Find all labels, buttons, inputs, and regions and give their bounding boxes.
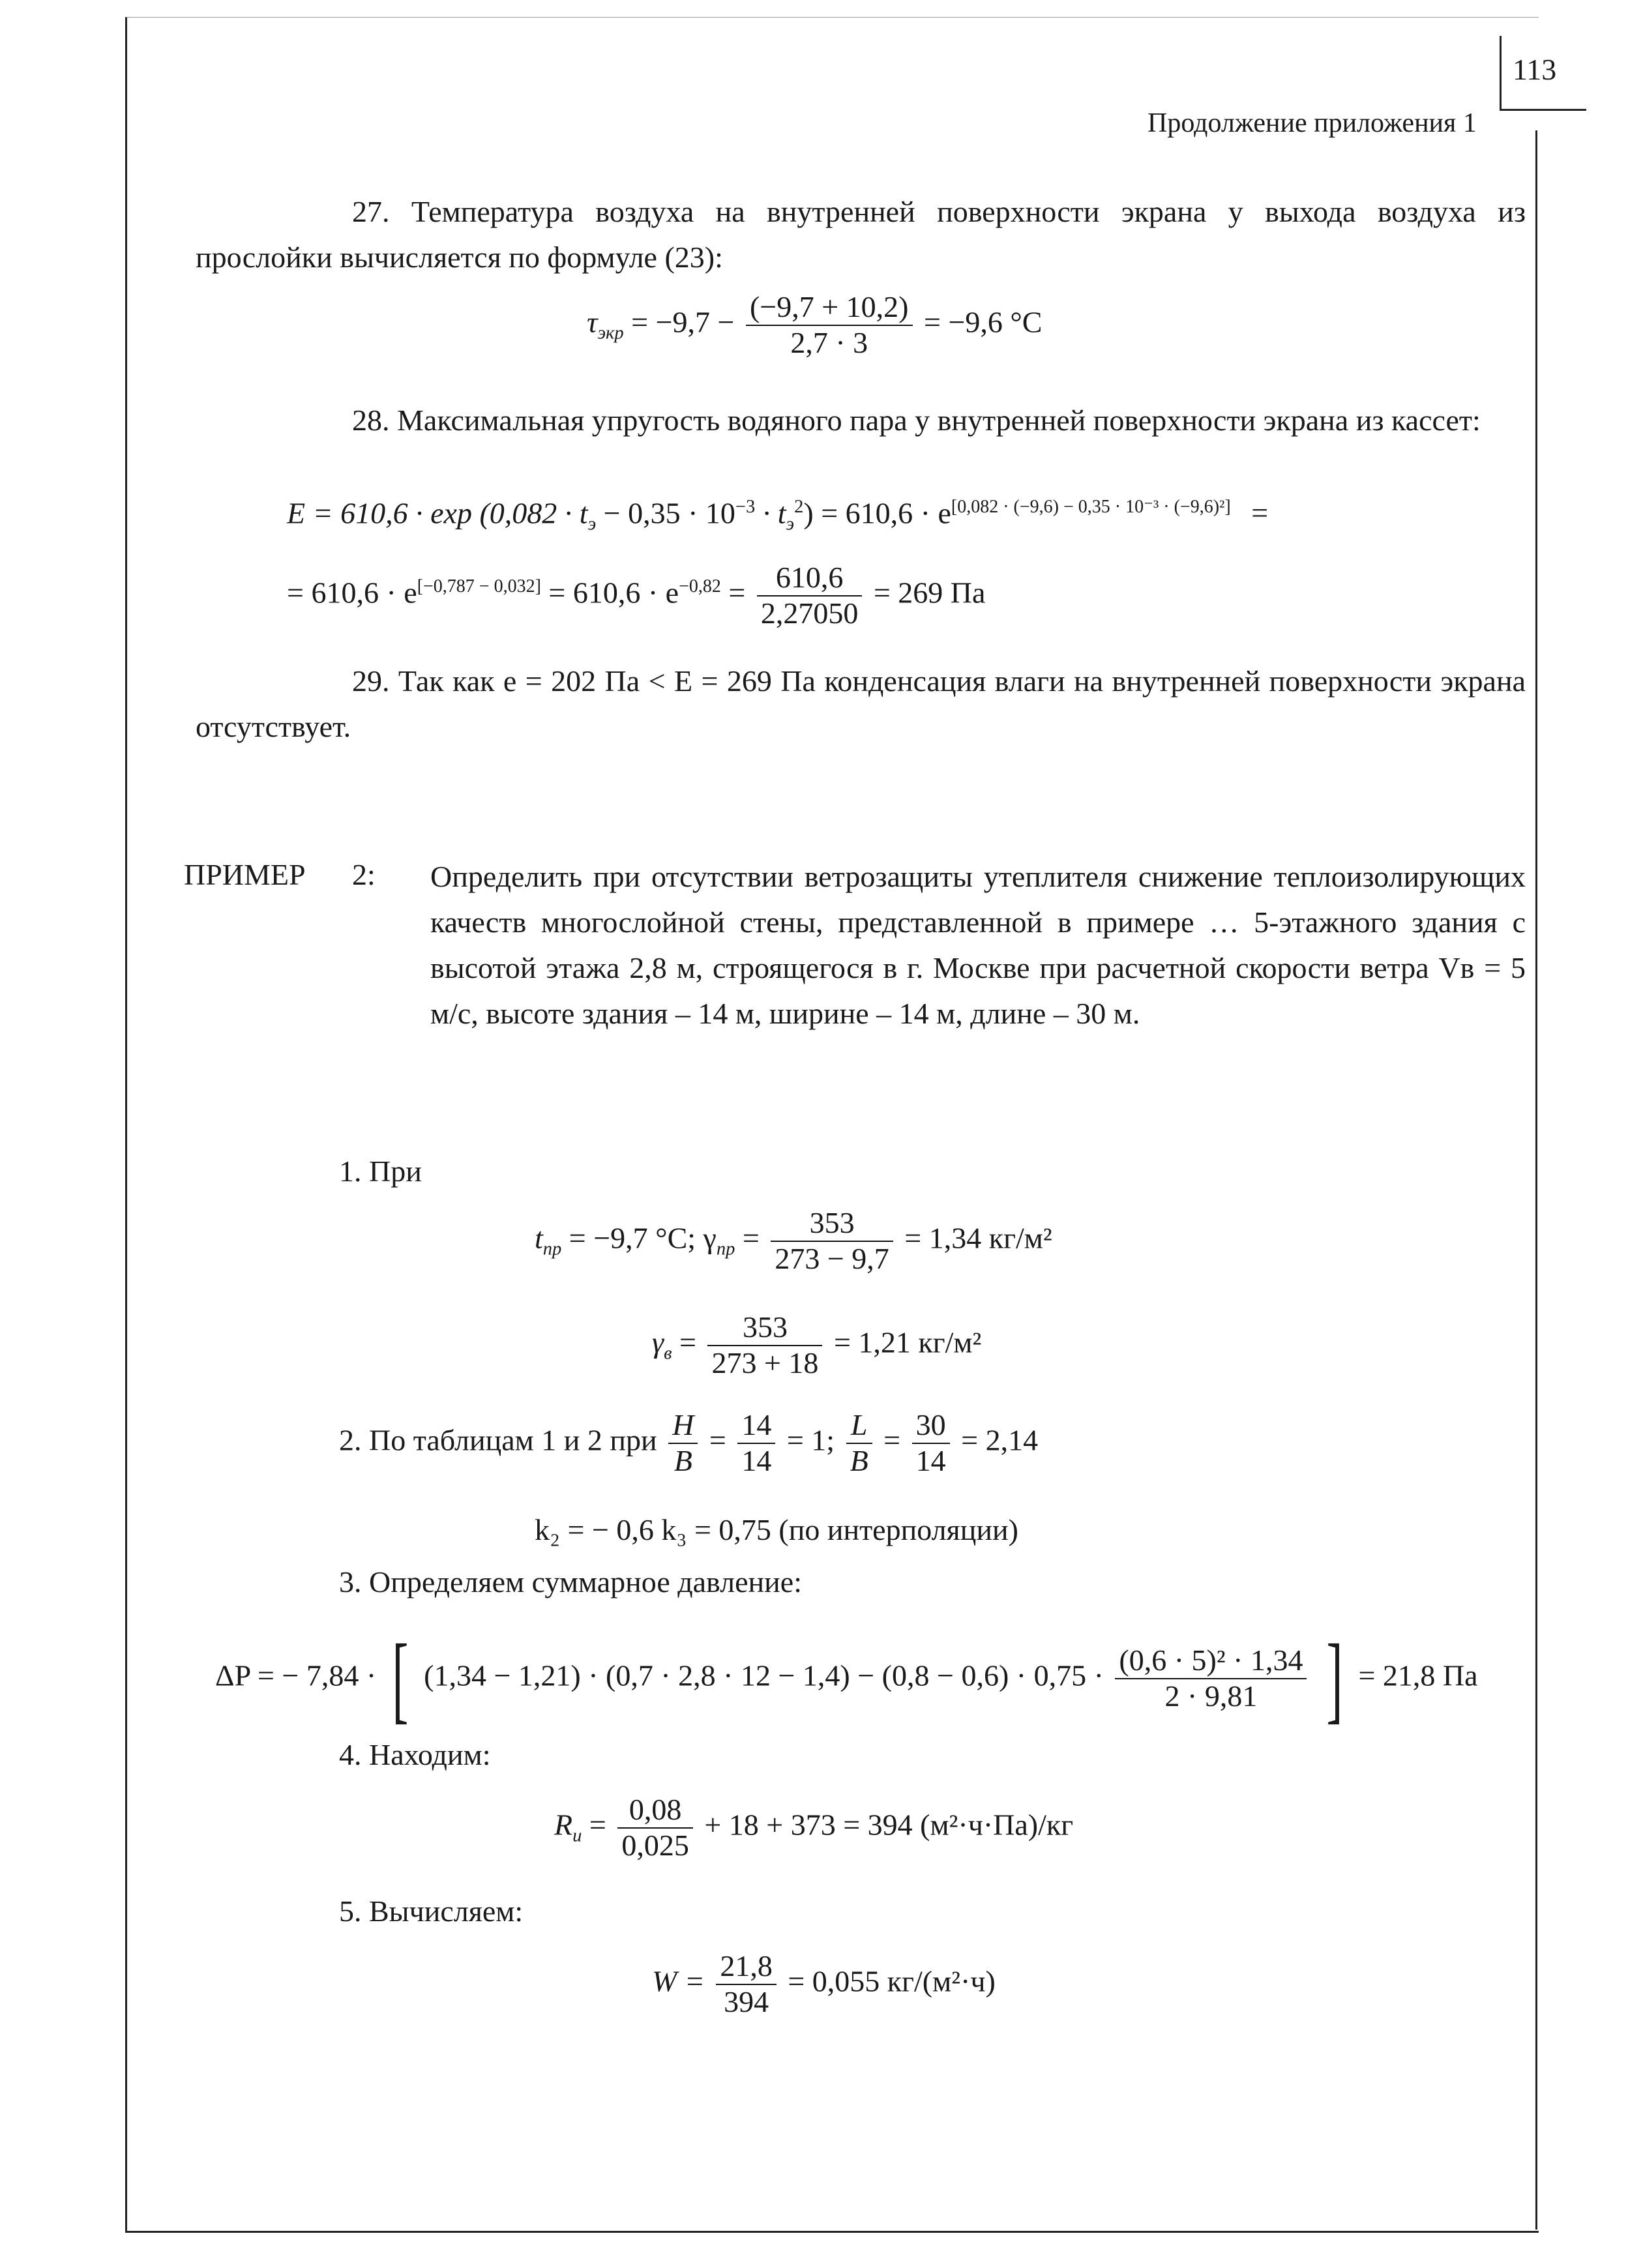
- s2-mid: = 1;: [786, 1423, 835, 1457]
- eq28-l1d: ) = 610,6 · e: [803, 496, 951, 530]
- s3-num: (0,6 · 5)² · 1,34: [1115, 1643, 1307, 1679]
- s2-frac4: [912, 1408, 950, 1479]
- eq28-exp: [0,082 · (−9,6) − 0,35 · 10⁻³ · (−9,6)²]: [951, 497, 1231, 517]
- s4-eq: =: [582, 1808, 606, 1842]
- s3-den: 2 · 9,81: [1164, 1679, 1258, 1713]
- s2-frac2: [737, 1408, 775, 1479]
- s1-eq2-num: 353: [707, 1310, 822, 1346]
- eq28-num: 610,6: [757, 561, 863, 596]
- eq28-l1b: − 0,35 · 10: [596, 496, 735, 530]
- s2-rhs: = 2,14: [961, 1423, 1039, 1457]
- s1-eq1-fraction: [771, 1206, 893, 1276]
- s2-f3-num: L: [846, 1408, 872, 1444]
- s5-lhs: W =: [652, 1964, 705, 1998]
- step-1-eq2: [652, 1310, 981, 1381]
- eq27-fraction: [746, 290, 913, 361]
- eq28-l2-exp: [−0,787 − 0,032]: [417, 576, 541, 597]
- eq28-l2a: = 610,6 · e: [287, 576, 417, 610]
- eq27-den: 2,7 · 3: [790, 325, 868, 359]
- step-5-eq: [652, 1949, 996, 2020]
- s3-rhs: = 21,8 Па: [1358, 1658, 1478, 1692]
- example-label: ПРИМЕР: [184, 858, 306, 891]
- eq28-l2-exp2: −0,82: [679, 576, 721, 597]
- step-4-label: 4. Находим:: [339, 1738, 491, 1771]
- eq27-a: = −9,7 −: [623, 305, 735, 339]
- s2-label: 2. По таблицам 1 и 2 при: [339, 1423, 657, 1457]
- s2-frac1: [668, 1408, 698, 1479]
- s4-den: 0,025: [621, 1828, 689, 1862]
- s2-frac3: [846, 1408, 872, 1479]
- page-frame-right: [1535, 130, 1537, 2230]
- s1-eq1-num: 353: [771, 1206, 893, 1242]
- s1-c: =: [735, 1221, 760, 1255]
- s3-fraction: [1115, 1643, 1307, 1714]
- s2-f2-num: 14: [737, 1408, 775, 1444]
- s2-f2-den: 14: [741, 1443, 772, 1477]
- step-3-eq: ΔP = − 7,84 · [ (1,34 − 1,21) · (0,7 · 2,8 · 12 − 1,4) − (0,8 − 0,6) · 0,75 · $\frac{\text{(0,6 · 5)² · 1,34}}{2 \cdot 9,81}$ ] = 21,8 Па: [215, 1625, 1478, 1733]
- s1-gamma-sub: пр: [716, 1239, 735, 1259]
- eq28-l2c: =: [728, 576, 746, 610]
- s3-lhs: ΔP = − 7,84 ·: [215, 1658, 377, 1692]
- step-3-label: 3. Определяем суммарное давление:: [339, 1565, 802, 1598]
- step-2: 2. По таблицам 1 и 2 при $\frac{H}{B}$ = $\frac{14}{14}$ = 1; $\frac{L}{B}$ = $\frac{30}{14}$ = 2,14: [339, 1408, 1039, 1477]
- running-header: Продолжение приложения 1: [1147, 108, 1477, 138]
- step-1-eq1: [535, 1206, 1052, 1276]
- s1-t: t: [535, 1221, 543, 1255]
- equation-28-line2: [287, 561, 985, 631]
- s1-t-sub: пр: [542, 1239, 562, 1259]
- s2-f1-num: H: [668, 1408, 698, 1444]
- s1-eq2-den: 273 + 18: [711, 1346, 819, 1379]
- s1-eq2-gamma: γ: [652, 1325, 664, 1359]
- paragraph-27: 27. Температура воздуха на внутренней поверхности экрана у выхода воздуха из прослойки вычисляется по формуле (23):: [196, 195, 1526, 274]
- s4-num: 0,08: [617, 1793, 693, 1829]
- equation-28-line1: $E = 610,6 \cdot \exp (0,082 \cdot t_э - 0,35 \cdot 10^{-3} \cdot t_э^2) = 610,6 \cdot e[0,082 \cdot (-9,6) - 0,35 \cdot 10^{-3} \cdot (-9,6)^2]$ =: [287, 496, 1269, 535]
- eq27-rhs: = −9,6 °С: [924, 305, 1043, 339]
- eq27-num: (−9,7 + 10,2): [746, 290, 913, 326]
- s3-body: (1,34 − 1,21) · (0,7 · 2,8 · 12 − 1,4) − (0,8 − 0,6) · 0,75 ·: [424, 1658, 1104, 1692]
- eq28-l1c: · t: [755, 496, 786, 530]
- step-1-label: 1. При: [339, 1155, 422, 1188]
- eq27-sub: экр: [597, 323, 624, 344]
- s5-rhs: = 0,055 кг/(м²·ч): [788, 1964, 996, 1998]
- step-5-label: 5. Вычисляем:: [339, 1894, 524, 1928]
- s1-eq2-fraction: [707, 1310, 822, 1381]
- step-2-k-values: k₂ = − 0,6 k₃ = 0,75 (по интерполяции): [535, 1513, 1018, 1546]
- paragraph-28: 28. Максимальная упругость водяного пара у внутренней поверхности экрана из кассет:: [352, 404, 1481, 437]
- s5-fraction: [716, 1949, 777, 2020]
- eq28-den: 2,27050: [760, 596, 859, 630]
- eq28-rhs: = 269 Па: [873, 576, 986, 610]
- s1-eq2-b: =: [672, 1325, 696, 1359]
- s4-sub: и: [572, 1825, 582, 1846]
- s2-f4-den: 14: [915, 1443, 946, 1477]
- s5-den: 394: [724, 1984, 769, 2018]
- paragraph-29: 29. Так как е = 202 Па < Е = 269 Па конденсация влаги на внутренней поверхности экрана отсутствует.: [196, 664, 1526, 743]
- s4-R: R: [554, 1808, 573, 1842]
- example-number: 2:: [352, 858, 376, 891]
- eq28-l1: E = 610,6 · exp (0,082 · t: [287, 496, 588, 530]
- s2-f3-den: B: [850, 1443, 868, 1477]
- s4-rhs: + 18 + 373 = 394 (м²·ч·Па)/кг: [704, 1808, 1074, 1842]
- eq28-eq: =: [1251, 496, 1269, 530]
- eq28-fraction: [757, 561, 863, 631]
- step-4-eq: [554, 1793, 1073, 1863]
- s1-eq2-sub: в: [664, 1343, 672, 1364]
- s1-eq1-rhs: = 1,34 кг/м²: [904, 1221, 1052, 1255]
- s5-num: 21,8: [716, 1949, 777, 1985]
- s1-eq2-rhs: = 1,21 кг/м²: [833, 1325, 982, 1359]
- example-body: Определить при отсутствии ветрозащиты утеплителя снижение теплоизолирующих качеств многослойной стены, представленной в примере … 5-этажного здания с высотой этажа 2,8 м, строящегося в г. Москве при расчетной скорости ветра Vв = 5 м/с, высоте здания – 14 м, ширине – 14 м, длине – 30 м.: [430, 860, 1526, 1030]
- s4-fraction: [617, 1793, 693, 1863]
- s1-b: = −9,7 °С; γ: [561, 1221, 717, 1255]
- eq27-tau: τ: [587, 305, 598, 339]
- eq28-l2b: = 610,6 · e: [548, 576, 679, 610]
- s2-f4-num: 30: [912, 1408, 950, 1444]
- page-number: 113: [1513, 53, 1557, 86]
- s1-eq1-den: 273 − 9,7: [775, 1241, 889, 1275]
- equation-27: [587, 290, 1042, 361]
- s2-f1-den: B: [673, 1443, 692, 1477]
